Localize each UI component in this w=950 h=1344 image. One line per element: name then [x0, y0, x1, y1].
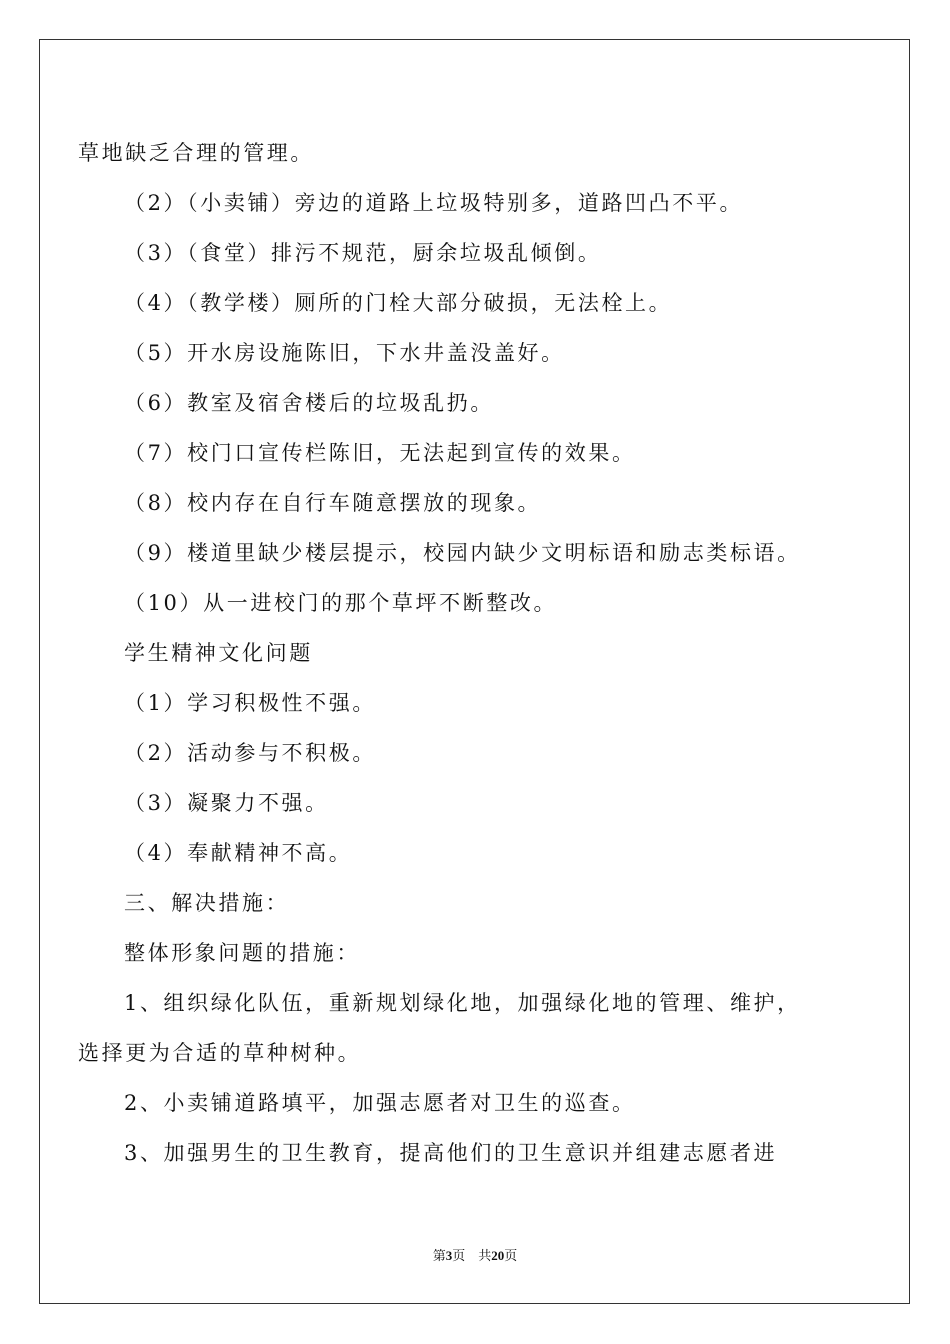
text-line: （1）学习积极性不强。	[124, 691, 376, 715]
text-line: （8）校内存在自行车随意摆放的现象。	[124, 491, 542, 515]
text-line: （9）楼道里缺少楼层提示，校园内缺少文明标语和励志类标语。	[124, 541, 801, 565]
text-line: 整体形象问题的措施：	[124, 941, 360, 965]
text-line: 3、加强男生的卫生教育，提高他们的卫生意识并组建志愿者进	[124, 1141, 778, 1165]
text-line: （3）凝聚力不强。	[124, 791, 329, 815]
text-line: 三、解决措施：	[124, 891, 290, 915]
text-line: 2、小卖铺道路填平，加强志愿者对卫生的巡查。	[124, 1091, 636, 1115]
footer-prefix: 第	[432, 1249, 446, 1264]
text-line: （7）校门口宣传栏陈旧，无法起到宣传的效果。	[124, 441, 636, 465]
text-line: （5）开水房设施陈旧，下水井盖没盖好。	[124, 341, 565, 365]
text-line: 选择更为合适的草种树种。	[78, 1041, 362, 1065]
text-line: （4）（教学楼）厕所的门栓大部分破损，无法栓上。	[124, 291, 673, 315]
text-line: （4）奉献精神不高。	[124, 841, 353, 865]
footer-middle: 页 共	[452, 1249, 492, 1264]
text-line: 1、组织绿化队伍，重新规划绿化地，加强绿化地的管理、维护，	[124, 991, 801, 1015]
text-line: （6）教室及宿舍楼后的垃圾乱扔。	[124, 391, 494, 415]
document-body	[78, 128, 858, 1178]
page-footer	[0, 1245, 950, 1264]
text-line: （10）从一进校门的那个草坪不断整改。	[124, 591, 558, 615]
text-line: （2）活动参与不积极。	[124, 741, 376, 765]
footer-page-number: 3	[445, 1248, 453, 1263]
text-line: 学生精神文化问题	[124, 641, 313, 665]
text-line: （3）（食堂）排污不规范，厨余垃圾乱倾倒。	[124, 241, 602, 265]
footer-total-pages: 20	[491, 1248, 505, 1263]
text-line: 草地缺乏合理的管理。	[78, 141, 314, 165]
text-line: （2）（小卖铺）旁边的道路上垃圾特别多，道路凹凸不平。	[124, 191, 744, 215]
footer-suffix: 页	[504, 1249, 518, 1264]
